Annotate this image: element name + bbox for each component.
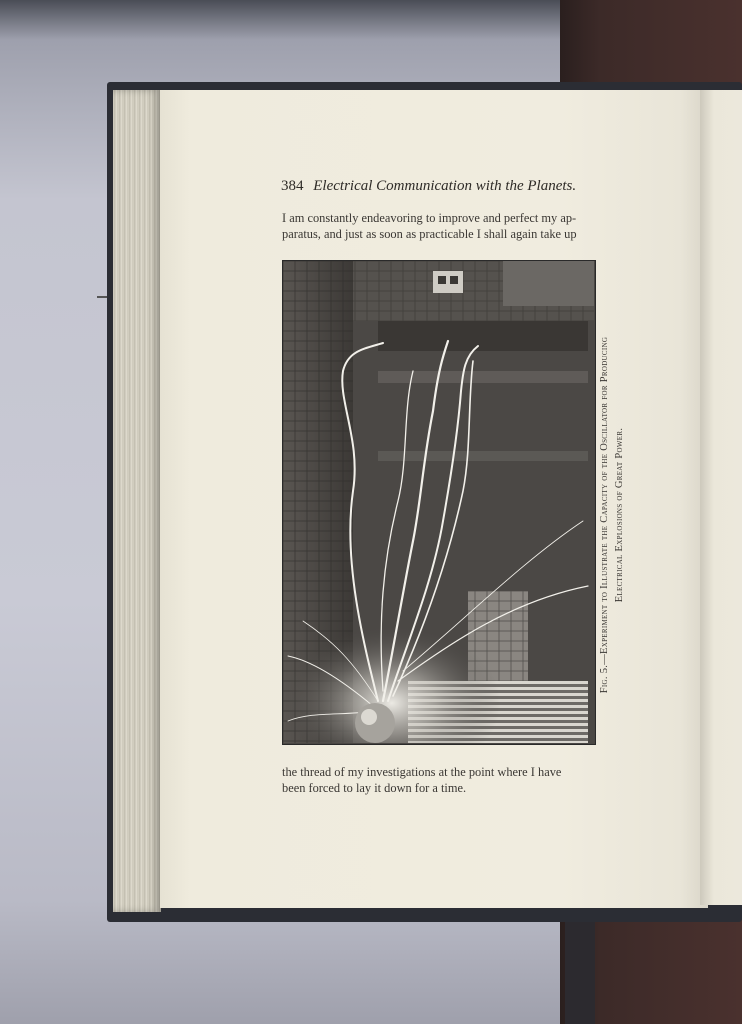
paragraph-line: been forced to lay it down for a time. bbox=[282, 781, 467, 795]
scan-background-strip bbox=[565, 905, 595, 1024]
bookmark-thread bbox=[97, 296, 107, 298]
page-edges bbox=[113, 90, 161, 912]
facing-page bbox=[700, 90, 742, 905]
paragraph-line: I am constantly endeavoring to improve and perfect my ap- bbox=[282, 211, 577, 225]
caption-line: Electrical Explosions of Great Power. bbox=[614, 427, 625, 603]
paragraph-line: the thread of my investigations at the point where I have bbox=[282, 765, 562, 779]
running-head bbox=[281, 178, 621, 200]
running-title: Electrical Communication with the Planets. bbox=[313, 178, 577, 194]
figure-caption bbox=[597, 285, 627, 745]
lightning-photo-illustration bbox=[283, 261, 594, 743]
paragraph-top bbox=[282, 210, 622, 242]
page-number: 384 bbox=[281, 178, 304, 194]
paragraph-bottom bbox=[282, 764, 622, 796]
figure-photograph-lightning-discharge bbox=[282, 260, 596, 745]
caption-line: Fig. 5.—Experiment to Illustrate the Capacity of the Oscillator for Producing bbox=[599, 336, 610, 694]
paragraph-line: paratus, and just as soon as practicable I shall again take up bbox=[282, 227, 577, 241]
